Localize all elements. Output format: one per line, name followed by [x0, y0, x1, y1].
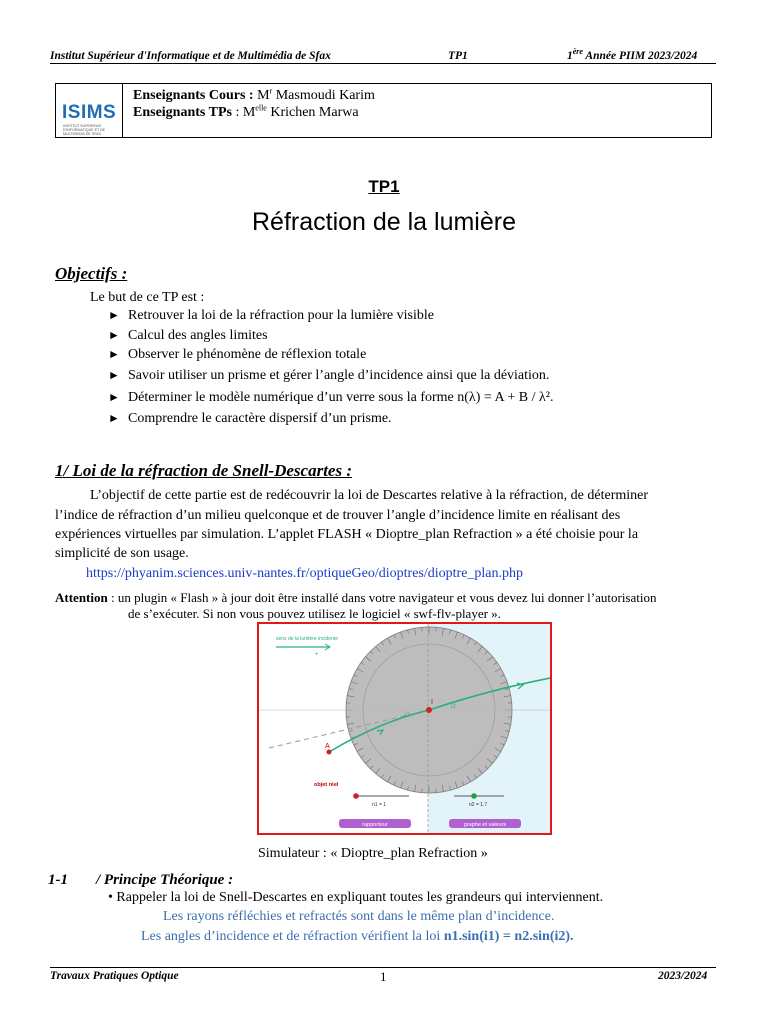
objective-item: ► Comprendre le caractère dispersif d’un prisme. — [108, 411, 392, 426]
header-tp: TP1 — [448, 50, 468, 62]
simulator-drawing — [259, 624, 550, 833]
object-label: objet réel — [314, 782, 339, 788]
header-institute: Institut Supérieur d'Informatique et de Multimédia de Sfax — [50, 50, 331, 62]
svg-text:rapporteur: rapporteur — [362, 822, 388, 828]
header-rule — [50, 63, 716, 64]
tp-title: TP1 — [368, 177, 400, 196]
isims-logo: ISIMS INSTITUT SUPERIEUR D'INFORMATIQUE ET DE MULTIMEDIA DE SFAX — [62, 102, 117, 136]
svg-text:n2 = 1.7: n2 = 1.7 — [469, 802, 488, 808]
n1-slider — [353, 793, 359, 799]
point-a — [327, 750, 332, 755]
objective-item: ► Observer le phénomène de réflexion totale — [108, 347, 367, 362]
n2-slider — [471, 793, 477, 799]
footer-rule — [50, 967, 716, 968]
objective-item: ► Savoir utiliser un prisme et gérer l’angle d’incidence ainsi que la déviation. — [108, 368, 550, 383]
section11-heading: / Principe Théorique : — [96, 872, 234, 888]
header-year: 1ère Année PIIM 2023/2024 — [567, 47, 698, 62]
svg-text:A: A — [325, 743, 330, 750]
incident-label: sens de la lumière incidente — [276, 636, 338, 642]
objective-item: ► Retrouver la loi de la réfraction pour la lumière visible — [108, 308, 434, 323]
attention-note: Attention : un plugin « Flash » à jour doit être installé dans votre navigateur et vous devez lui donner l’autorisation — [55, 590, 657, 605]
svg-text:+: + — [315, 652, 319, 658]
course-teachers: Enseignants Cours : $M^r$ Masmoudi Karim — [133, 86, 375, 103]
svg-text:i1: i1 — [405, 712, 410, 718]
objective-item: ► Déterminer le modèle numérique d’un verre sous la forme n(λ) = A + B / λ². — [108, 390, 554, 405]
svg-text:n1 = 1: n1 = 1 — [372, 802, 387, 808]
section11-number: 1-1 — [48, 872, 68, 888]
simulator-link[interactable]: https://phyanim.sciences.univ-nantes.fr/optiqueGeo/dioptres/dioptre_plan.php — [86, 566, 524, 581]
svg-text:I: I — [431, 699, 433, 706]
section1-heading: 1/ Loi de la réfraction de Snell-Descartes : — [55, 461, 352, 480]
section1-para-line: l’indice de réfraction d’un milieu quelconque et de trouver l’angle d’incidence limite en réalisant des — [55, 508, 621, 523]
objectifs-intro: Le but de ce TP est : — [90, 290, 205, 305]
footer-right: 2023/2024 — [658, 970, 708, 982]
teachers-box — [55, 83, 712, 138]
svg-text:i2: i2 — [451, 704, 456, 710]
point-i — [426, 707, 432, 713]
page-title: Réfraction de la lumière — [251, 208, 516, 236]
footer-left: Travaux Pratiques Optique — [50, 970, 179, 982]
answer-line-2: Les angles d’incidence et de réfraction vérifient la loi n1.sin(i1) = n2.sin(i2). — [141, 929, 574, 944]
attention-note-cont: de s’exécuter. Si non vous pouvez utilisez le logiciel « swf-flv-player ». — [128, 606, 501, 621]
section1-para-line: L’objectif de cette partie est de redécouvrir la loi de Descartes relative à la réfraction, de déterminer — [90, 488, 649, 503]
tp-teachers: Enseignants TPs : $M^{elle}$ Krichen Marwa — [133, 103, 359, 120]
objective-item: ► Calcul des angles limites — [108, 328, 268, 343]
page-number: 1 — [380, 969, 387, 984]
simulator-caption: Simulateur : « Dioptre_plan Refraction » — [258, 846, 488, 861]
section1-para-line: simplicité de son usage. — [55, 546, 189, 561]
section1-para-line: expériences virtuelles par simulation. L’applet FLASH « Dioptre_plan Refraction » a été choisie pour la — [55, 527, 639, 542]
objectifs-heading: Objectifs : — [55, 264, 128, 283]
answer-line-1: Les rayons réfléchies et refractés sont dans le même plan d’incidence. — [163, 909, 555, 924]
section11-question: • Rappeler la loi de Snell-Descartes en expliquant toutes les grandeurs qui interviennent. — [108, 890, 604, 905]
svg-text:graphe et valeurs: graphe et valeurs — [463, 822, 507, 828]
simulator-screenshot — [257, 622, 552, 835]
